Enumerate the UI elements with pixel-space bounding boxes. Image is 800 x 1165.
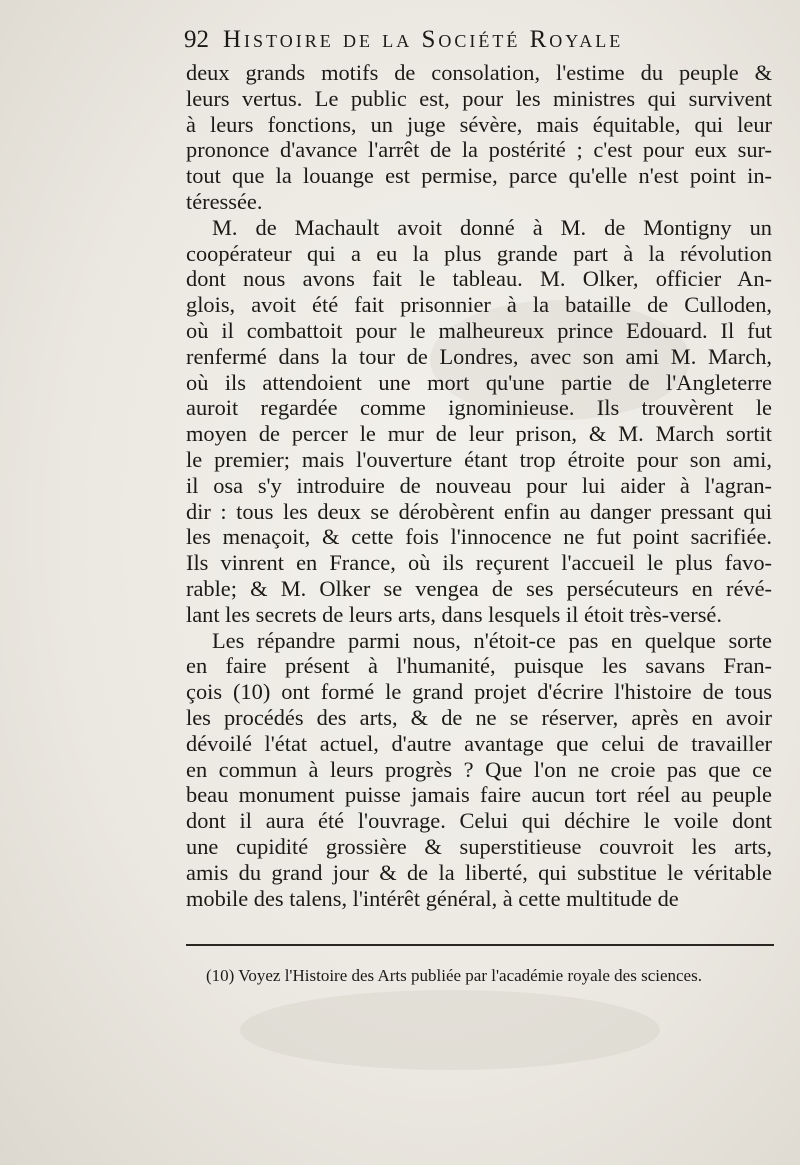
text-line: à leurs fonctions, un juge sévère, mais équitable, qui leur xyxy=(186,111,772,137)
text-line: en faire présent à l'humanité, puisque les savans Fran- xyxy=(186,653,772,679)
text-line: il osa s'y introduire de nouveau pour lui aider à l'agran- xyxy=(186,472,772,498)
text-line: çois (10) ont formé le grand projet d'écrire l'histoire de tous xyxy=(186,679,772,705)
text-line: le premier; mais l'ouverture étant trop étroite pour son ami, xyxy=(186,446,772,472)
text-line: auroit regardée comme ignominieuse. Ils trouvèrent le xyxy=(186,395,772,421)
text-line: dont nous avons fait le tableau. M. Olker, officier An- xyxy=(186,266,772,292)
text-line: Ils vinrent en France, où ils reçurent l'accueil le plus favo- xyxy=(186,550,772,576)
text-line: lant les secrets de leurs arts, dans lesquels il étoit très-versé. xyxy=(186,601,722,627)
text-line: moyen de percer le mur de leur prison, & M. March sortit xyxy=(186,421,772,447)
text-line: prononce d'avance l'arrêt de la postérité ; c'est pour eux sur- xyxy=(186,137,772,163)
text-line: leurs vertus. Le public est, pour les ministres qui survivent xyxy=(186,85,772,111)
running-head xyxy=(184,26,724,62)
body-text xyxy=(186,60,772,911)
running-title: Histoire de la Société Royale xyxy=(223,26,624,53)
text-line: mobile des talens, l'intérêt général, à cette multitude de xyxy=(186,885,679,911)
text-line: renfermé dans la tour de Londres, avec son ami M. March, xyxy=(186,343,772,369)
text-line: les procédés des arts, & de ne se réserver, après en avoir xyxy=(186,704,772,730)
text-line: où ils attendoient une mort qu'une partie de l'Angleterre xyxy=(186,369,772,395)
text-line: deux grands motifs de consolation, l'estime du peuple & xyxy=(186,60,772,85)
paragraph xyxy=(186,215,772,628)
paper-stain xyxy=(240,990,660,1070)
text-line: en commun à leurs progrès ? Que l'on ne croie pas que ce xyxy=(186,756,772,782)
paragraph xyxy=(186,628,772,912)
text-line: glois, avoit été fait prisonnier à la bataille de Culloden, xyxy=(186,292,772,318)
text-line: beau monument puisse jamais faire aucun tort réel au peuple xyxy=(186,782,772,808)
paragraph xyxy=(186,60,772,215)
text-line: téressée. xyxy=(186,188,263,214)
text-line: une cupidité grossière & superstitieuse couvroit les arts, xyxy=(186,833,772,859)
text-line: où il combattoit pour le malheureux prince Edouard. Il fut xyxy=(186,317,772,343)
text-line: les menaçoit, & cette fois l'innocence ne fut point sacrifiée. xyxy=(186,524,772,550)
text-line: coopérateur qui a eu la plus grande part à la révolution xyxy=(186,240,772,266)
footnote-rule xyxy=(186,944,774,946)
text-line: Les répandre parmi nous, n'étoit-ce pas en quelque sorte xyxy=(212,627,772,653)
page-number: 92 xyxy=(184,26,209,53)
text-line: dévoilé l'état actuel, d'autre avantage que celui de travailler xyxy=(186,730,772,756)
footnote: (10) Voyez l'Histoire des Arts publiée par l'académie royale des sciences. xyxy=(206,966,702,985)
text-line: rable; & M. Olker se vengea de ses persécuteurs en révé- xyxy=(186,575,772,601)
text-line: tout que la louange est permise, parce qu'elle n'est point in- xyxy=(186,163,772,189)
text-line: amis du grand jour & de la liberté, qui substitue le véritable xyxy=(186,859,772,885)
text-line: M. de Machault avoit donné à M. de Montigny un xyxy=(212,214,772,240)
text-line: dont il aura été l'ouvrage. Celui qui déchire le voile dont xyxy=(186,808,772,834)
text-line: dir : tous les deux se dérobèrent enfin au danger pressant qui xyxy=(186,498,772,524)
